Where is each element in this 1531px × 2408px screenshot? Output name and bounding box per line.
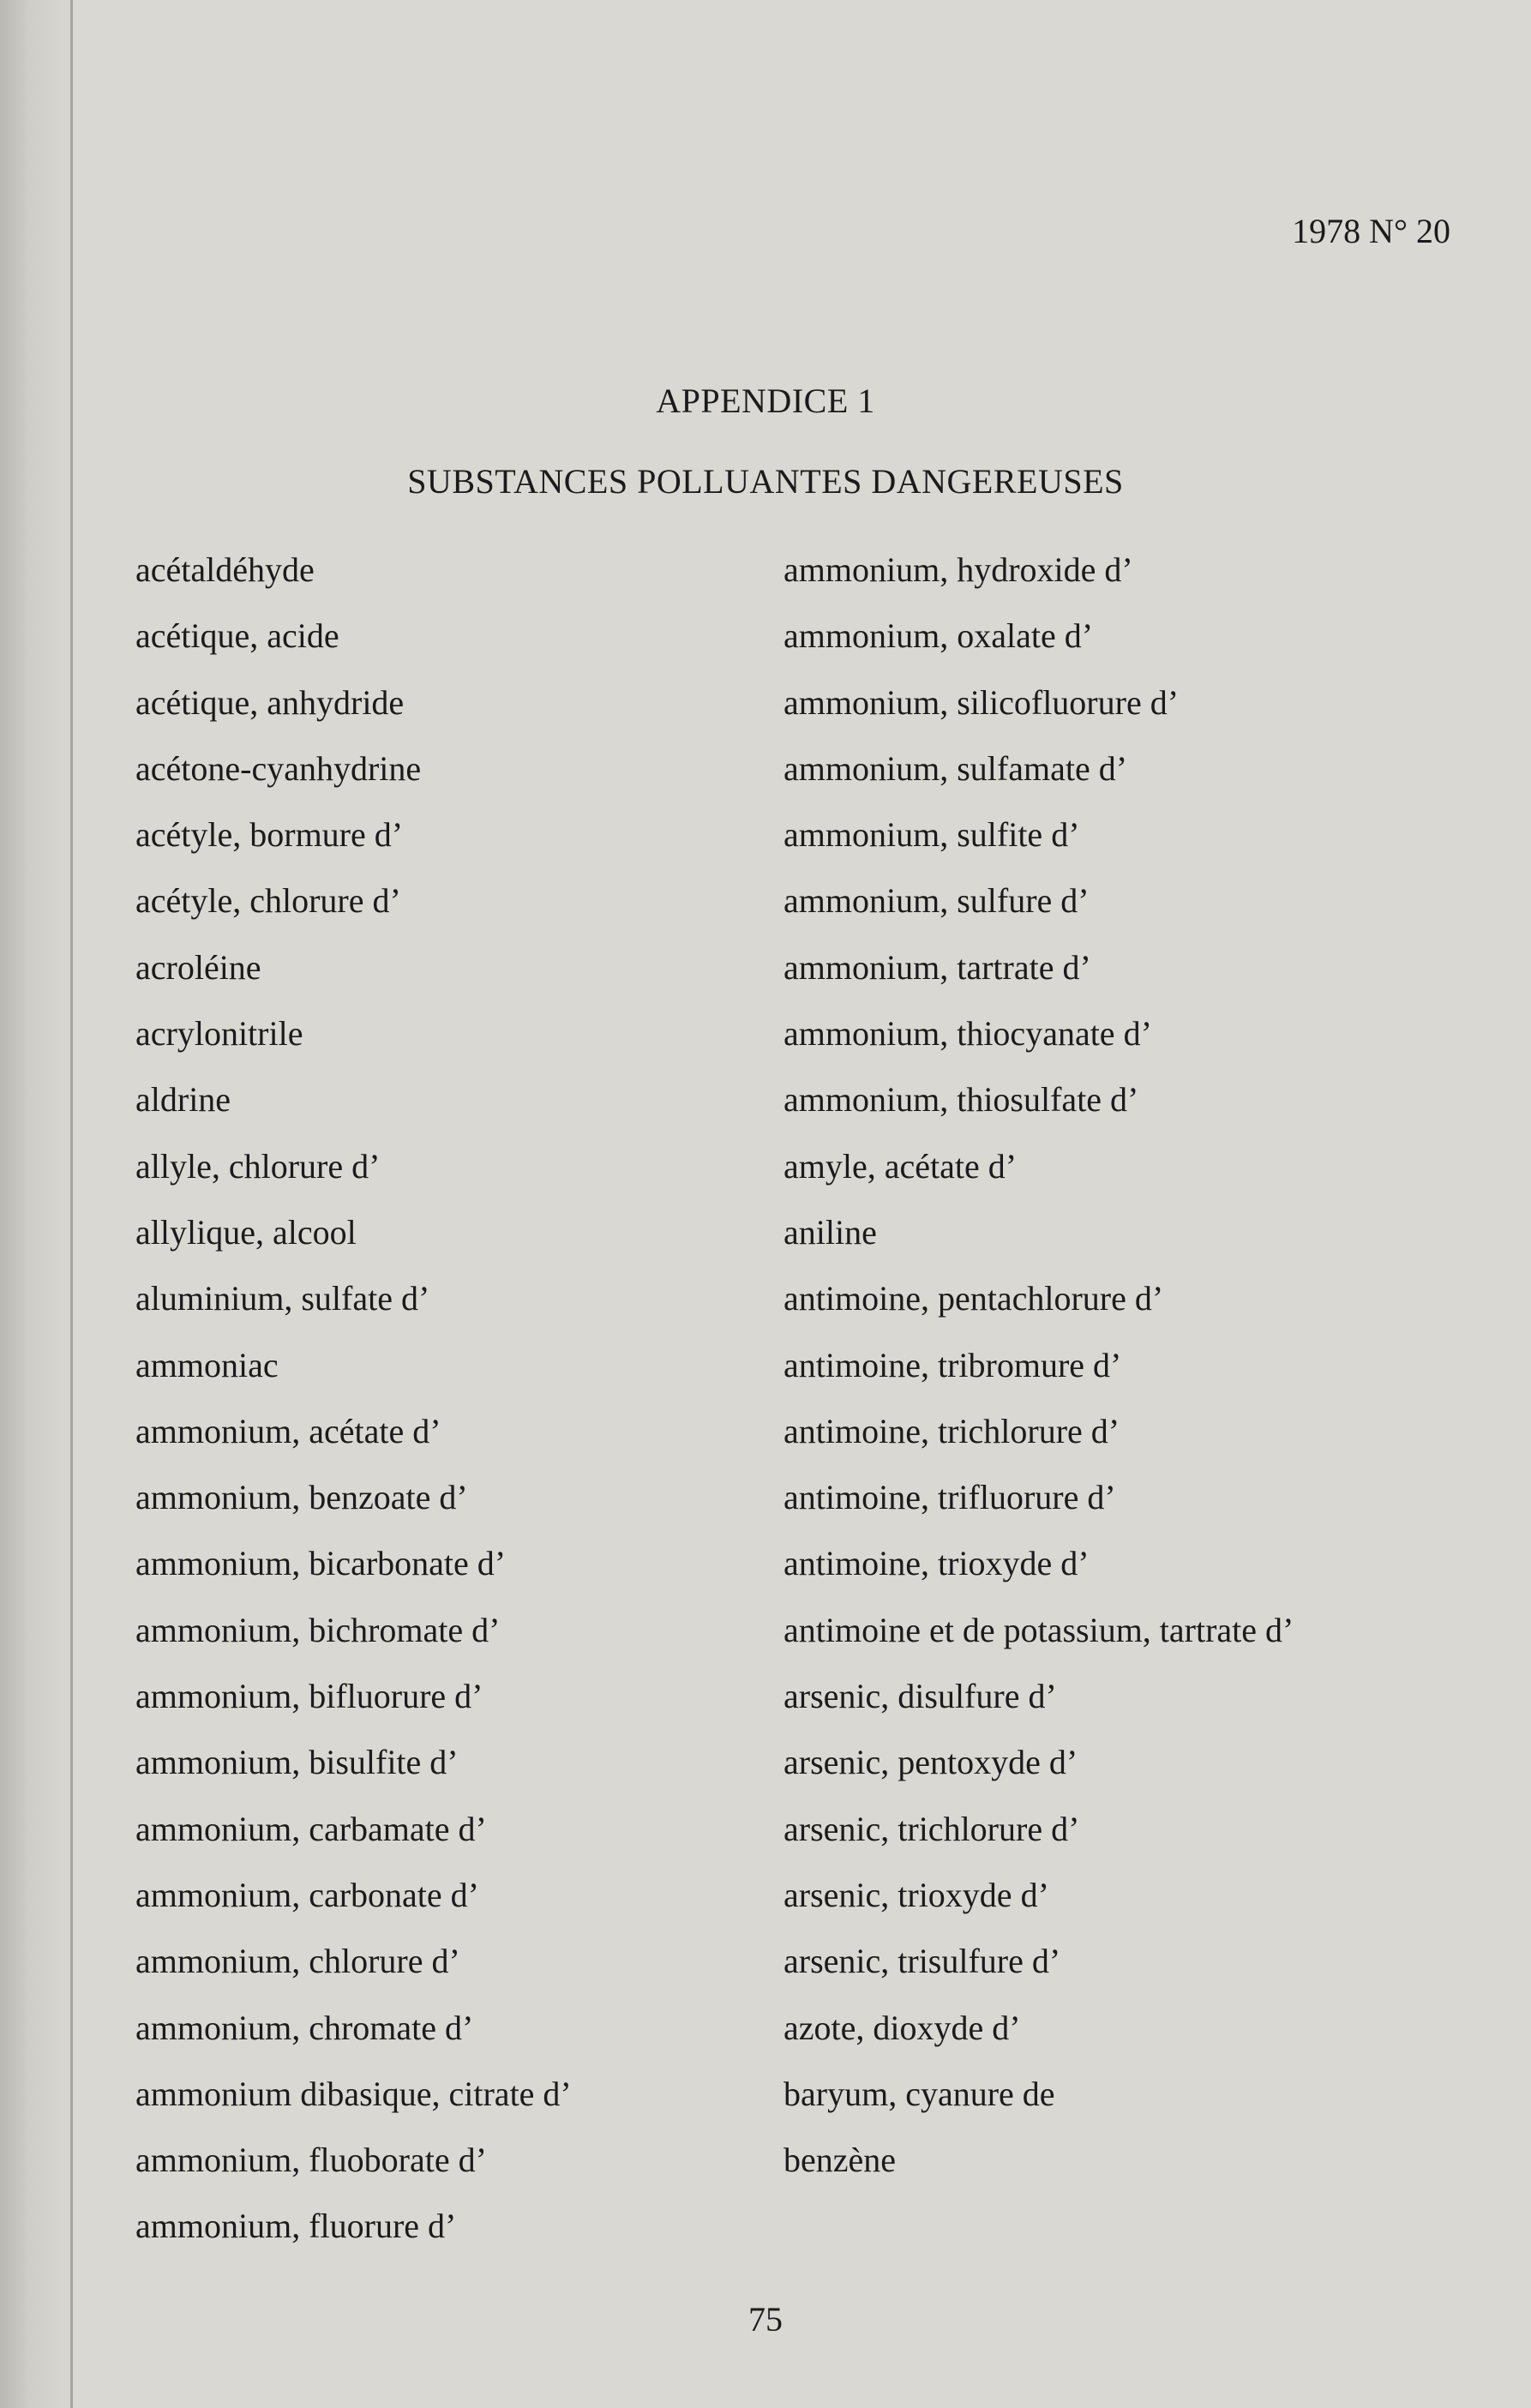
list-item: ammonium, tartrate d’ xyxy=(784,947,1091,987)
list-item: antimoine, trifluorure d’ xyxy=(784,1478,1116,1517)
list-item: acétaldéhyde xyxy=(135,550,315,589)
list-item: ammonium dibasique, citrate d’ xyxy=(135,2074,572,2113)
list-item: antimoine, trichlorure d’ xyxy=(784,1411,1120,1450)
list-item: ammonium, bisulfite d’ xyxy=(135,1743,459,1782)
list-item: acétique, acide xyxy=(135,616,339,656)
list-item: acétyle, chlorure d’ xyxy=(135,881,401,921)
list-item: ammonium, bicarbonate d’ xyxy=(135,1544,507,1583)
appendix-subtitle: SUBSTANCES POLLUANTES DANGEREUSES xyxy=(407,462,1124,501)
list-item: antimoine, tribromure d’ xyxy=(784,1345,1122,1384)
list-item: arsenic, trichlorure d’ xyxy=(784,1809,1080,1848)
list-item: aldrine xyxy=(135,1080,231,1120)
list-item: ammonium, hydroxide d’ xyxy=(784,550,1133,589)
list-item: ammonium, thiocyanate d’ xyxy=(784,1014,1152,1054)
list-item: ammonium, acétate d’ xyxy=(135,1411,441,1450)
list-item: acrylonitrile xyxy=(135,1014,303,1054)
list-item: acétyle, bormure d’ xyxy=(135,815,404,855)
list-item: ammonium, bichromate d’ xyxy=(135,1610,501,1649)
list-item: arsenic, disulfure d’ xyxy=(784,1677,1057,1716)
appendix-title: APPENDICE 1 xyxy=(656,381,875,420)
list-item: acroléine xyxy=(135,947,261,987)
binding-shadow xyxy=(70,0,73,2408)
list-item: ammonium, silicofluorure d’ xyxy=(784,682,1180,722)
list-item: amyle, acétate d’ xyxy=(784,1146,1018,1186)
list-item: ammonium, thiosulfate d’ xyxy=(784,1080,1139,1120)
list-item: ammonium, oxalate d’ xyxy=(784,616,1094,656)
list-item: ammonium, sulfamate d’ xyxy=(784,748,1128,788)
list-item: acétone-cyanhydrine xyxy=(135,748,422,788)
list-item: ammonium, sulfure d’ xyxy=(784,881,1090,921)
list-item: ammonium, fluoborate d’ xyxy=(135,2141,487,2180)
list-item: aniline xyxy=(784,1212,877,1252)
list-item: ammonium, carbamate d’ xyxy=(135,1809,487,1848)
list-item: ammonium, chlorure d’ xyxy=(135,1942,460,1981)
page-number: 75 xyxy=(748,2300,783,2339)
list-item: ammoniac xyxy=(135,1345,279,1384)
list-item: benzène xyxy=(784,2141,897,2180)
list-item: arsenic, trioxyde d’ xyxy=(784,1875,1049,1914)
list-item: allylique, alcool xyxy=(135,1212,357,1252)
list-item: ammonium, benzoate d’ xyxy=(135,1478,468,1517)
list-item: allyle, chlorure d’ xyxy=(135,1146,381,1186)
list-item: antimoine, pentachlorure d’ xyxy=(784,1279,1164,1318)
substance-list-right xyxy=(784,550,1294,2209)
list-item: ammonium, carbonate d’ xyxy=(135,1875,479,1914)
list-item: azote, dioxyde d’ xyxy=(784,2008,1021,2047)
list-item: arsenic, pentoxyde d’ xyxy=(784,1743,1078,1782)
issue-number: 1978 N° 20 xyxy=(1292,212,1450,250)
list-item: ammonium, fluorure d’ xyxy=(135,2207,457,2246)
page-edge xyxy=(0,0,77,2408)
list-item: arsenic, trisulfure d’ xyxy=(784,1942,1061,1981)
list-item: antimoine et de potassium, tartrate d’ xyxy=(784,1610,1294,1649)
list-item: antimoine, trioxyde d’ xyxy=(784,1544,1090,1583)
list-item: ammonium, chromate d’ xyxy=(135,2008,474,2047)
list-item: aluminium, sulfate d’ xyxy=(135,1279,430,1318)
substance-list-left xyxy=(135,550,572,2276)
list-item: acétique, anhydride xyxy=(135,682,405,722)
list-item: baryum, cyanure de xyxy=(784,2074,1055,2113)
list-item: ammonium, sulfite d’ xyxy=(784,815,1080,855)
list-item: ammonium, bifluorure d’ xyxy=(135,1677,483,1716)
